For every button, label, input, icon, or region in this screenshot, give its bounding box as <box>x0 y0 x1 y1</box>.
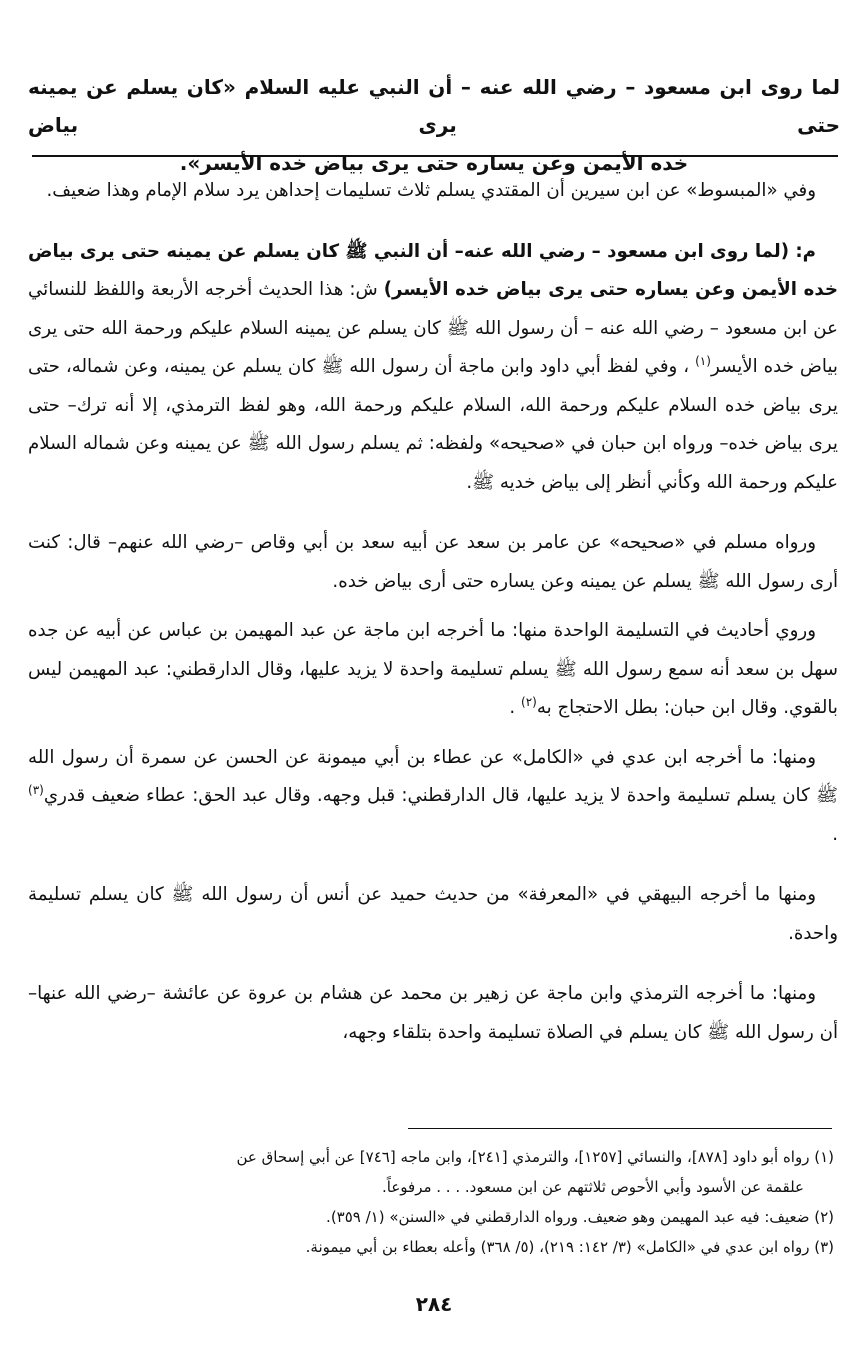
paragraph-single-taslim <box>28 612 838 728</box>
footnote-ref-1[interactable]: (١) <box>695 353 711 368</box>
paragraph-bayhaqi <box>28 876 838 953</box>
footnote-1-line-1: (١) رواه أبو داود [٨٧٨]، والنسائي [١٢٥٧]، والترمذي [٢٤١]، وابن ماجه [٧٤٦] عن أبي إسحاق عن <box>236 1148 834 1166</box>
paragraph-mabsut <box>28 172 838 211</box>
paragraph-matn-commentary <box>28 233 838 503</box>
paragraph-text: ومنها: ما أخرجه ابن عدي في «الكامل» عن عطاء بن أبي ميمونة عن الحسن عن سمرة أن رسول الله ﷺ كان يسلم تسليمة واحدة لا يزيد عليها، قال الدارقطني: قبل وجهه. وقال عبد الحق: عطاء ضعيف قدري <box>28 746 838 806</box>
paragraph-ibn-adi <box>28 739 838 855</box>
paragraph-tirmidhi <box>28 975 838 1052</box>
period: . <box>832 823 838 845</box>
paragraph-text: ومنها: ما أخرجه الترمذي وابن ماجة عن زهير بن محمد عن هشام بن عروة عن عائشة –رضي الله عنها– أن رسول الله ﷺ كان يسلم في الصلاة تسليمة واحدة بتلقاء وجهه، <box>28 983 838 1043</box>
period: . <box>509 697 516 718</box>
footnote-ref-3[interactable]: (٣) <box>28 782 44 797</box>
header-divider <box>32 155 838 157</box>
footnote-2-text: (٢) ضعيف: فيه عبد المهيمن وهو ضعيف. ورواه الدارقطني في «السنن» (١/ ٣٥٩). <box>326 1208 834 1226</box>
footnote-1-line-2: علقمة عن الأسود وأبي الأحوص ثلاثتهم عن ابن مسعود. . . . مرفوعاً. <box>381 1178 804 1196</box>
footnote-3-text: (٣) رواه ابن عدي في «الكامل» (٣/ ١٤٢: ٢١٩)، (٥/ ٣٦٨) وأعله بعطاء بن أبي ميمونة. <box>305 1238 834 1256</box>
main-text <box>28 172 838 1052</box>
footnotes <box>30 1142 834 1262</box>
footnote-divider <box>408 1128 832 1129</box>
matn-text: م: (لما روى ابن مسعود – رضي الله عنه– أن النبي ﷺ كان يسلم عن يمينه حتى يرى بياض خده الأيمن وعن يساره حتى يرى بياض خده الأيسر) <box>28 240 838 300</box>
footnote-3 <box>30 1232 834 1262</box>
running-header <box>28 68 840 182</box>
paragraph-text: ومنها ما أخرجه البيهقي في «المعرفة» من حديث حميد عن أنس أن رسول الله ﷺ كان يسلم تسليمة واحدة. <box>28 884 838 944</box>
footnote-2 <box>30 1202 834 1232</box>
footnote-1 <box>30 1142 834 1202</box>
paragraph-text: وروي أحاديث في التسليمة الواحدة منها: ما أخرجه ابن ماجة عن عبد المهيمن بن عباس عن أبيه عن جده سهل بن سعد أنه سمع رسول الله ﷺ يسلم تسليمة واحدة لا يزيد عليها، وقال الدارقطني: عبد المهيمن ليس بالقوي. وقال ابن حبان: بطل الاحتجاج به <box>28 620 838 718</box>
commentary-text: ش: هذا الحديث أخرجه الأربعة واللفظ للنسائي عن ابن مسعود – رضي الله عنه – أن رسول الله ﷺ كان يسلم عن يمينه السلام عليكم ورحمة الله حتى يرى بياض خده الأيسر <box>28 279 838 377</box>
header-line-2: خده الأيمن وعن يساره حتى يرى بياض خده الأيسر». <box>179 151 689 175</box>
page-number: ٢٨٤ <box>415 1292 453 1316</box>
paragraph-text: وفي «المبسوط» عن ابن سيرين أن المقتدي يسلم ثلاث تسليمات إحداهن يرد سلام الإمام وهذا ضعيف. <box>46 180 816 201</box>
commentary-text-cont: ، وفي لفظ أبي داود وابن ماجة أن رسول الله ﷺ كان يسلم عن يمينه، وعن شماله، حتى يرى بياض خده السلام عليكم ورحمة الله، السلام عليكم ورحمة الله، وهو لفظ الترمذي، إلا أنه ترك– حتى يرى بياض خده– ورواه ابن حبان في «صحيحه» ولفظه: ثم يسلم رسول الله ﷺ عن يمينه وعن شماله السلام عليكم ورحمة الله وكأني أنظر إلى بياض خديه ﷺ. <box>28 356 838 493</box>
header-line-1: لما روى ابن مسعود – رضي الله عنه – أن النبي عليه السلام «كان يسلم عن يمينه حتى يرى بياض <box>28 75 840 137</box>
paragraph-text: ورواه مسلم في «صحيحه» عن عامر بن سعد عن أبيه سعد بن أبي وقاص –رضي الله عنهم– قال: كنت أرى رسول الله ﷺ يسلم عن يمينه وعن يساره حتى أرى بياض خده. <box>28 532 838 592</box>
paragraph-muslim <box>28 524 838 601</box>
footnote-ref-2[interactable]: (٢) <box>521 694 537 709</box>
